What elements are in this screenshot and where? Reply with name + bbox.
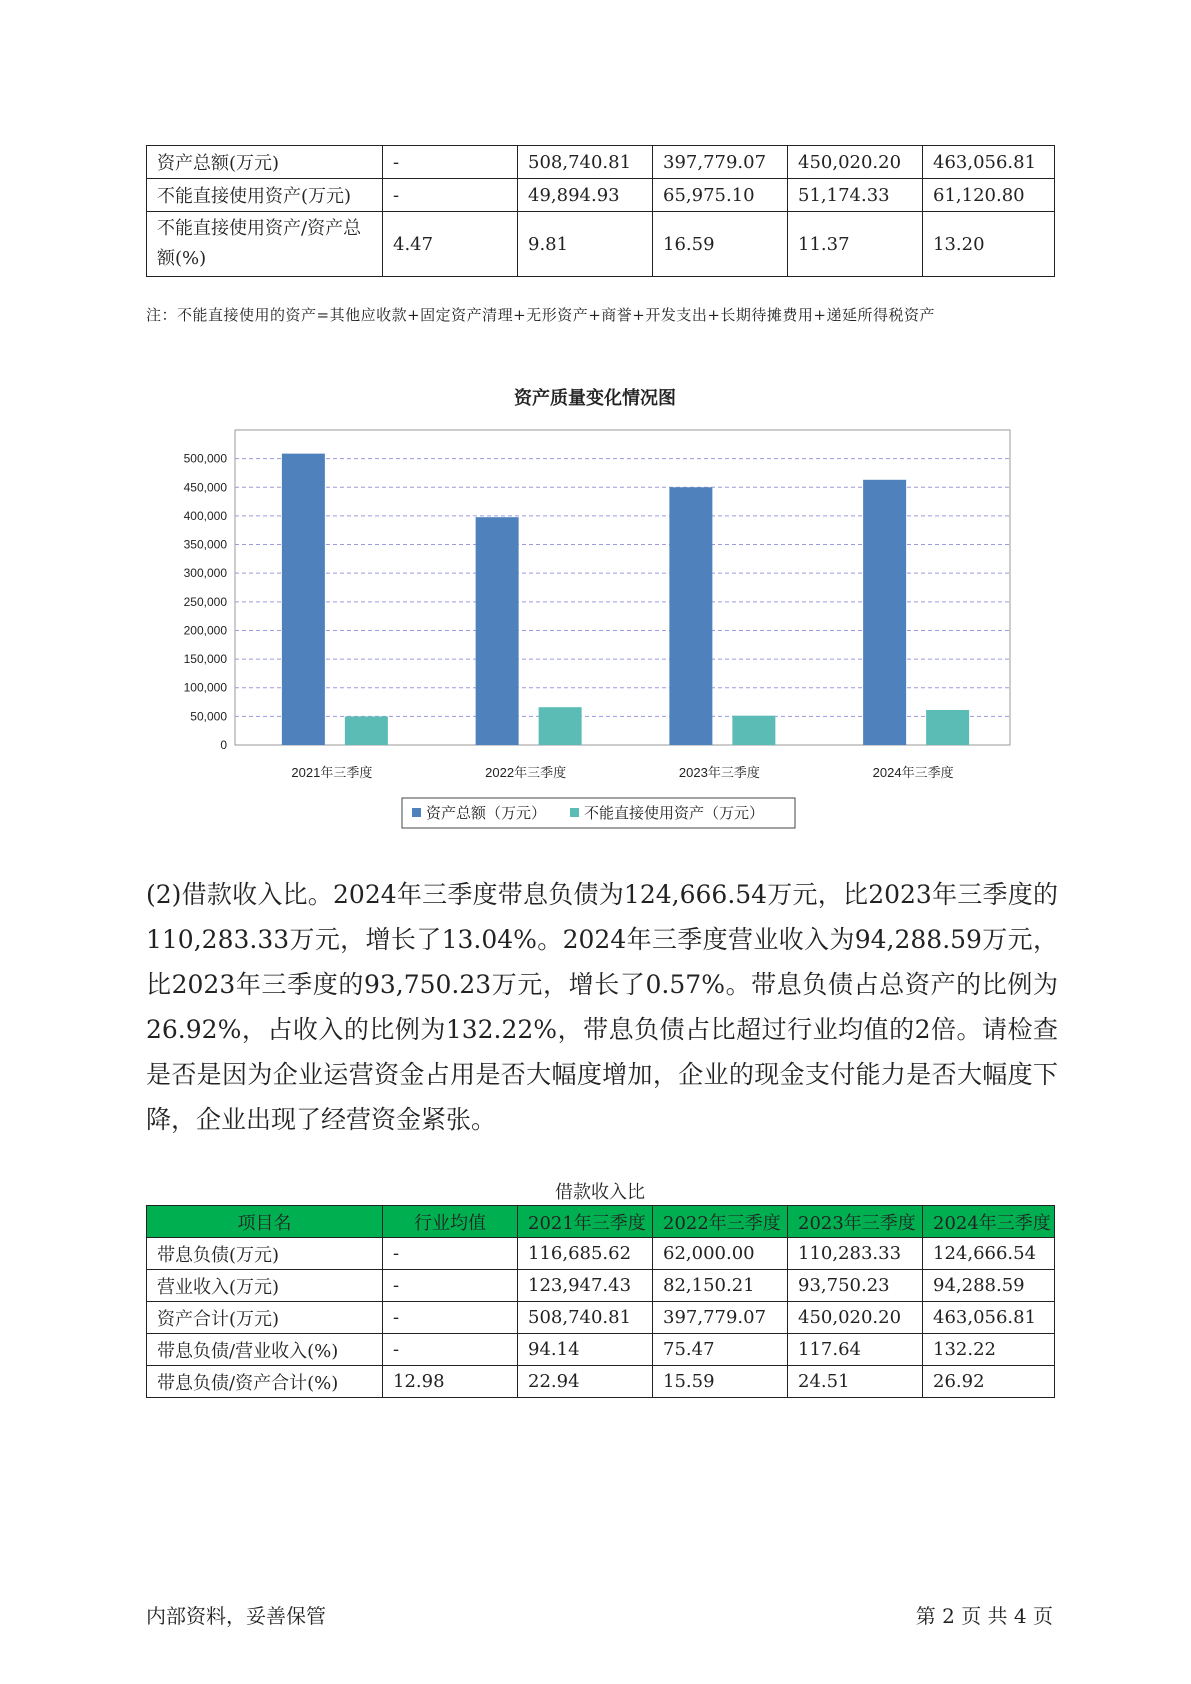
table-cell: -: [383, 1302, 518, 1334]
table-row: [147, 1366, 1055, 1398]
table-row: [147, 146, 1055, 179]
table-row: [147, 1302, 1055, 1334]
legend-swatch: [412, 808, 421, 817]
table-cell: 463,056.81: [923, 1302, 1055, 1334]
y-tick-label: 300,000: [183, 566, 227, 581]
body-paragraph: (2)借款收入比。2024年三季度带息负债为124,666.54万元，比2023年三季度的110,283.33万元，增长了13.04%。2024年三季度营业收入为94,288.59万元，比2023年三季度的93,750.23万元，增长了0.57%。带息负债占总资产的比例为26.92%，占收入的比例为132.22%，带息负债占比超过行业均值的2倍。请检查是否是因为企业运营资金占用是否大幅度增加，企业的现金支付能力是否大幅度下降，企业出现了经营资金紧张。: [146, 880, 1058, 1134]
table-cell: 65,975.10: [653, 179, 788, 212]
bar: [345, 716, 388, 745]
table-cell: 116,685.62: [518, 1238, 653, 1270]
table-cell: 24.51: [788, 1366, 923, 1398]
bar: [926, 710, 969, 745]
table-cell: 124,666.54: [923, 1238, 1055, 1270]
table-row: [147, 1270, 1055, 1302]
table-cell: 62,000.00: [653, 1238, 788, 1270]
table-header-cell: 2022年三季度: [653, 1206, 788, 1238]
x-tick-label: 2021年三季度: [291, 765, 373, 780]
table-cell: 9.81: [518, 212, 653, 277]
table-cell: 15.59: [653, 1366, 788, 1398]
table-header-cell: 项目名: [147, 1206, 383, 1238]
table-cell: 397,779.07: [653, 146, 788, 179]
table-cell: 93,750.23: [788, 1270, 923, 1302]
bar: [669, 487, 712, 745]
table-cell: 450,020.20: [788, 1302, 923, 1334]
footer-confidential-note: 内部资料，妥善保管: [146, 1604, 326, 1628]
table-cell: -: [383, 146, 518, 179]
chart-legend: [402, 798, 795, 828]
bar: [476, 517, 519, 745]
table-cell: 82,150.21: [653, 1270, 788, 1302]
table-cell: 123,947.43: [518, 1270, 653, 1302]
table-row: [147, 179, 1055, 212]
table-cell: 营业收入(万元): [147, 1270, 383, 1302]
table-header-row: [147, 1206, 1055, 1238]
legend-label: 资产总额（万元）: [426, 805, 547, 822]
table-cell: 不能直接使用资产/资产总额(%): [147, 212, 383, 277]
table-cell: 26.92: [923, 1366, 1055, 1398]
table-caption: 借款收入比: [555, 1182, 645, 1203]
table-cell: 带息负债/营业收入(%): [147, 1334, 383, 1366]
loan-income-ratio-table: [146, 1205, 1055, 1398]
y-tick-label: 400,000: [183, 508, 227, 523]
table-note: 注：不能直接使用的资产=其他应收款+固定资产清理+无形资产+商誉+开发支出+长期待摊费用+递延所得税资产: [146, 306, 935, 324]
y-tick-label: 0: [220, 738, 227, 752]
y-tick-label: 350,000: [183, 537, 227, 552]
table-cell: 带息负债/资产合计(%): [147, 1366, 383, 1398]
table-cell: 508,740.81: [518, 1302, 653, 1334]
table-cell: -: [383, 179, 518, 212]
y-tick-label: 200,000: [183, 623, 227, 638]
chart-title: 资产质量变化情况图: [514, 388, 676, 408]
table-cell: 117.64: [788, 1334, 923, 1366]
table-cell: 11.37: [788, 212, 923, 277]
x-tick-label: 2022年三季度: [485, 765, 567, 780]
x-tick-label: 2024年三季度: [872, 765, 954, 780]
y-tick-label: 500,000: [183, 451, 227, 466]
y-tick-label: 450,000: [183, 480, 227, 495]
table-cell: 12.98: [383, 1366, 518, 1398]
table-header-cell: 行业均值: [383, 1206, 518, 1238]
bar: [863, 480, 906, 745]
table-cell: 450,020.20: [788, 146, 923, 179]
table-cell: 4.47: [383, 212, 518, 277]
y-tick-label: 50,000: [190, 709, 227, 724]
table-cell: 61,120.80: [923, 179, 1055, 212]
bar: [732, 716, 775, 745]
table-cell: 51,174.33: [788, 179, 923, 212]
table-cell: -: [383, 1238, 518, 1270]
bar: [282, 454, 325, 745]
bar: [539, 707, 582, 745]
table-cell: -: [383, 1334, 518, 1366]
table-cell: 75.47: [653, 1334, 788, 1366]
table-cell: 94,288.59: [923, 1270, 1055, 1302]
table-header-cell: 2021年三季度: [518, 1206, 653, 1238]
table-row: [147, 212, 1055, 277]
table-cell: 资产合计(万元): [147, 1302, 383, 1334]
table-cell: 不能直接使用资产(万元): [147, 179, 383, 212]
table-cell: 13.20: [923, 212, 1055, 277]
table-cell: 508,740.81: [518, 146, 653, 179]
table-cell: 49,894.93: [518, 179, 653, 212]
table-row: [147, 1238, 1055, 1270]
table-cell: 463,056.81: [923, 146, 1055, 179]
table-header-cell: 2023年三季度: [788, 1206, 923, 1238]
table-cell: 22.94: [518, 1366, 653, 1398]
table-cell: 16.59: [653, 212, 788, 277]
y-tick-label: 100,000: [183, 680, 227, 695]
table-cell: -: [383, 1270, 518, 1302]
table-cell: 带息负债(万元): [147, 1238, 383, 1270]
x-tick-label: 2023年三季度: [678, 765, 760, 780]
table-cell: 397,779.07: [653, 1302, 788, 1334]
table-header-cell: 2024年三季度: [923, 1206, 1055, 1238]
y-tick-label: 150,000: [183, 652, 227, 667]
legend-swatch: [570, 808, 579, 817]
asset-quality-table: [146, 145, 1055, 277]
chart-bars: [282, 454, 969, 745]
asset-quality-chart: [160, 380, 1030, 835]
table-cell: 94.14: [518, 1334, 653, 1366]
table-row: [147, 1334, 1055, 1366]
y-tick-label: 250,000: [183, 594, 227, 609]
legend-label: 不能直接使用资产（万元）: [584, 805, 765, 822]
table-cell: 资产总额(万元): [147, 146, 383, 179]
footer-page-number: 第 2 页 共 4 页: [915, 1604, 1053, 1628]
table-cell: 110,283.33: [788, 1238, 923, 1270]
table-cell: 132.22: [923, 1334, 1055, 1366]
